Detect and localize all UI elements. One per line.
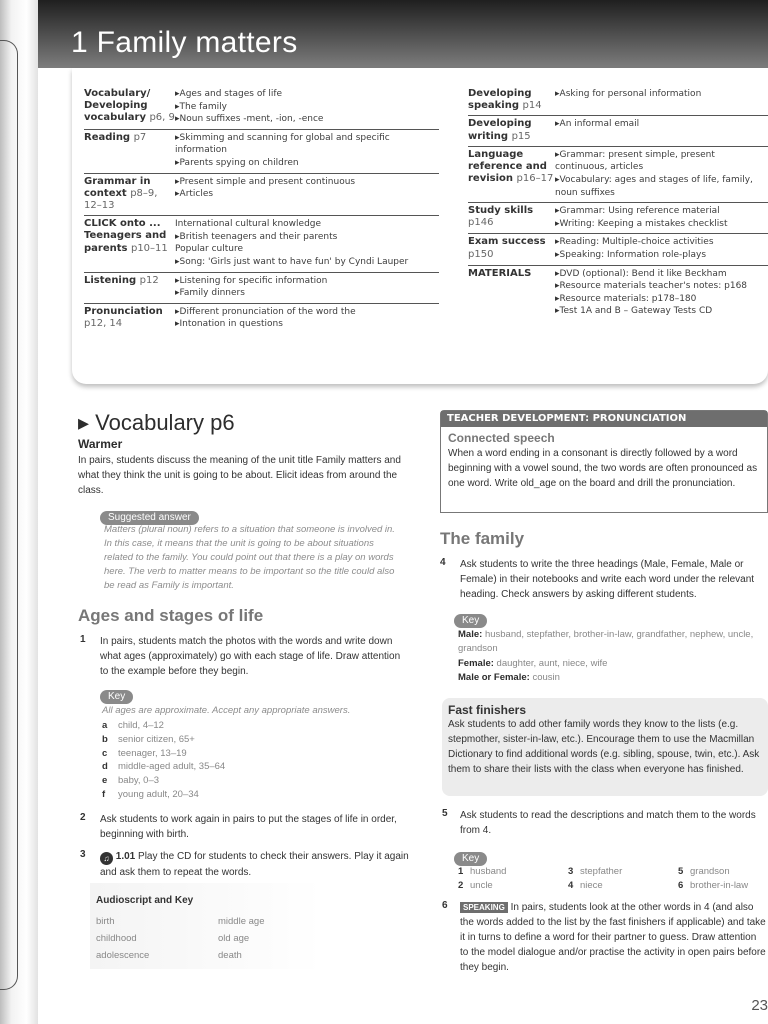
cd-icon: ♫ — [100, 852, 113, 865]
overview-label-text: Vocabulary/ Developing vocabulary — [84, 88, 151, 124]
overview-item: ▸ British teenagers and their parents — [175, 231, 439, 244]
overview-row-label — [84, 88, 175, 126]
overview-label-text: Listening — [84, 274, 137, 286]
page-number: 23 — [751, 997, 768, 1014]
teacher-development-header: TEACHER DEVELOPMENT: PRONUNCIATION — [441, 411, 767, 427]
overview-row-label — [84, 132, 175, 170]
overview-label-page: p6, 9 — [149, 112, 175, 124]
overview-row — [468, 86, 768, 116]
overview-item: ▸ Ages and stages of life — [175, 88, 439, 101]
key-item — [102, 774, 352, 788]
overview-label-page: p16–17 — [516, 173, 554, 185]
key-item — [102, 747, 352, 761]
fast-finishers-text: Ask students to add other family words they know to the lists (e.g. stepmother, sister-in-law, etc.). Encourage them to use the Macmillan Dictionary to find additional words (e.g. sibling, spouse, twin, etc.). Ask them to share their lists with the class when everyone has finished. — [448, 719, 760, 775]
overview-label-text: MATERIALS — [468, 267, 532, 279]
overview-item: ▸ DVD (optional): Bend it like Beckham — [555, 268, 768, 281]
connected-speech-text: When a word ending in a consonant is directly followed by a word beginning with a vowel sound, the two words are often pronounced as one word. Write old_age on the board and drill the pronunciation. — [448, 448, 758, 489]
overview-row-label — [84, 218, 175, 268]
overview-item: ▸ Resource materials teacher's notes: p168 — [555, 280, 768, 293]
fast-finishers-title: Fast finishers — [448, 703, 527, 717]
overview-item: International cultural knowledge — [175, 219, 322, 230]
overview-row-label — [468, 118, 555, 142]
overview-label-page: p8–9, 12–13 — [84, 187, 158, 211]
overview-label-page: p12 — [139, 274, 159, 286]
exercise-3-text: ♫ 1.01 Play the CD for students to check their answers. Play it again and ask them to repeat the words. — [100, 851, 409, 878]
key-item-value: young adult, 20–34 — [118, 788, 199, 800]
overview-label-text: Exam success — [468, 236, 546, 248]
warmer-text: In pairs, students discuss the meaning of the unit title Family matters and what they think the unit is going to be about. Elicit ideas from around the class. — [78, 455, 401, 496]
overview-item: ▸ Grammar: Using reference material — [555, 205, 768, 218]
overview-item: ▸ Vocabulary: ages and stages of life, family, noun suffixes — [555, 174, 768, 199]
exercise-2-number: 2 — [80, 812, 86, 823]
overview-row-items — [175, 176, 439, 213]
audioscript-word: childhood — [96, 933, 137, 945]
answer-number: 6 — [678, 879, 684, 891]
answer-item — [458, 865, 568, 879]
overview-item: ▸ Test 1A and B – Gateway Tests CD — [555, 305, 768, 318]
overview-label-page: p15 — [511, 130, 531, 142]
fast-finishers-box — [442, 698, 768, 796]
overview-item: ▸ Song: 'Girls just want to have fun' by Cyndi Lauper — [175, 256, 439, 269]
ages-key-list — [102, 719, 352, 802]
warmer-title: Warmer — [78, 437, 123, 451]
overview-item: ▸ Noun suffixes -ment, -ion, -ence — [175, 113, 439, 126]
the-family-heading: The family — [440, 529, 525, 548]
overview-row-label — [468, 268, 555, 318]
overview-item: ▸ Writing: Keeping a mistakes checklist — [555, 218, 768, 231]
key-item-value: baby, 0–3 — [118, 775, 160, 787]
key-item-letter: d — [102, 761, 108, 773]
overview-row — [84, 304, 439, 334]
answer-item — [568, 879, 678, 893]
overview-row-items — [555, 205, 768, 230]
page-curl — [0, 40, 18, 990]
answer-word: grandson — [690, 866, 730, 877]
audioscript-word: middle age — [218, 916, 265, 927]
overview-label-page: p146 — [468, 217, 494, 229]
overview-item: ▸ Intonation in questions — [175, 318, 439, 331]
overview-row — [84, 273, 439, 304]
suggested-answer-badge: Suggested answer — [100, 507, 199, 525]
overview-right-column — [468, 86, 768, 321]
overview-row-items — [175, 218, 439, 268]
overview-row-label — [468, 88, 555, 112]
overview-item: ▸ Listening for specific information — [175, 275, 439, 288]
overview-row-label — [468, 236, 555, 261]
key-item-letter: b — [102, 733, 108, 745]
overview-label-text: Language reference and revision — [468, 148, 547, 185]
overview-item: ▸ Speaking: Information role-plays — [555, 249, 768, 262]
exercise-5-number: 5 — [442, 808, 448, 819]
overview-label-text: Reading — [84, 131, 131, 143]
overview-row-label — [84, 176, 175, 213]
unit-overview-table — [72, 68, 768, 384]
key-badge-family: Key — [454, 610, 487, 628]
key-item-letter: f — [102, 788, 106, 800]
overview-row — [84, 86, 439, 130]
overview-row-items — [555, 88, 768, 112]
key-badge: Key — [100, 686, 133, 704]
unit-header-bar — [38, 0, 768, 68]
overview-row-label — [84, 306, 175, 331]
key-item-value: child, 4–12 — [118, 720, 164, 731]
overview-item: ▸ Different pronunciation of the word the — [175, 306, 439, 319]
overview-label-page: p12, 14 — [84, 317, 123, 329]
overview-row-items — [175, 306, 439, 331]
overview-item: ▸ Resource materials: p178–180 — [555, 293, 768, 306]
overview-row-label — [468, 149, 555, 199]
audioscript-word: adolescence — [96, 950, 150, 962]
overview-row — [468, 116, 768, 146]
overview-label-page: p10–11 — [130, 242, 168, 254]
overview-row-items — [555, 236, 768, 261]
overview-row-items — [175, 88, 439, 126]
overview-item: ▸ Skimming and scanning for global and specific information — [175, 132, 439, 157]
audioscript-word: birth — [96, 916, 115, 927]
overview-item: ▸ Present simple and present continuous — [175, 176, 439, 189]
book-page — [38, 0, 768, 1024]
key-item-letter: c — [102, 747, 108, 759]
audioscript-word: death — [218, 950, 242, 962]
answer-word: niece — [580, 879, 603, 891]
overview-item: ▸ The family — [175, 101, 439, 114]
overview-row — [468, 234, 768, 265]
answer-number: 1 — [458, 866, 464, 877]
exercise-4-number: 4 — [440, 557, 446, 568]
answer-word: husband — [470, 866, 507, 877]
key-item — [102, 719, 352, 733]
overview-row-items — [555, 268, 768, 318]
overview-item: ▸ Parents spying on children — [175, 157, 439, 170]
overview-label-page: p14 — [522, 100, 542, 112]
key-item-value: senior citizen, 65+ — [118, 733, 195, 745]
book-binding — [0, 0, 38, 1024]
overview-item: ▸ An informal email — [555, 118, 768, 131]
overview-row — [84, 130, 439, 174]
key-item-letter: a — [102, 720, 108, 731]
overview-row-items — [175, 275, 439, 300]
overview-row-items — [175, 132, 439, 170]
key-item-value: teenager, 13–19 — [118, 747, 187, 759]
answer-word: brother-in-law — [690, 879, 749, 891]
answer-item — [458, 879, 568, 893]
answer-item — [568, 865, 678, 879]
overview-item: ▸ Reading: Multiple-choice activities — [555, 236, 768, 249]
answers-grid — [458, 865, 768, 893]
overview-row-items — [555, 118, 768, 142]
audioscript-title: Audioscript and Key — [96, 895, 194, 906]
answer-number: 5 — [678, 866, 684, 877]
key-item — [102, 760, 352, 774]
ages-stages-heading: Ages and stages of life — [78, 606, 264, 625]
audioscript-column-1 — [96, 913, 149, 964]
vocabulary-heading: ▸ Vocabulary p6 — [78, 410, 235, 435]
overview-item: ▸ Asking for personal information — [555, 88, 768, 101]
exercise-5-text: Ask students to read the descriptions and match them to the words from 4. — [460, 810, 756, 836]
overview-label-page: p150 — [468, 248, 494, 260]
exercise-3-number: 3 — [80, 849, 86, 860]
answer-number: 3 — [568, 866, 574, 877]
overview-row — [468, 266, 768, 321]
exercise-4-text: Ask students to write the three headings (Male, Female, Male or Female) in their notebooks and write each word under the relevant heading. Check answers by asking different students. — [460, 559, 755, 600]
suggested-answer-text: Matters (plural noun) refers to a situation that someone is involved in. In this case, it means that the unit is going to be about situations related to the family. You could point out that there is a play on words here. The verb to matter means to be important so the title could also be read as Family is important. — [104, 524, 395, 591]
overview-row-label — [468, 205, 555, 230]
overview-label-text: Developing writing — [468, 118, 532, 142]
overview-item: ▸ Family dinners — [175, 287, 439, 300]
overview-row — [468, 147, 768, 203]
overview-row-label — [84, 275, 175, 300]
overview-item: ▸ Grammar: present simple, present continuous, articles — [555, 149, 768, 174]
answer-number: 2 — [458, 879, 464, 891]
answer-number: 4 — [568, 879, 574, 891]
overview-label-page: p7 — [133, 131, 147, 143]
unit-title: 1 Family matters — [71, 26, 298, 59]
overview-row — [84, 174, 439, 217]
answer-item — [678, 865, 768, 879]
exercise-6-text: SPEAKING In pairs, students look at the other words in 4 (and also the words added to the list by the fast finishers if applicable) and take it in turns to define a word for their partner to guess. Draw attention to the model dialogue and/or practise the activity in open pairs before they begin. — [460, 902, 766, 973]
overview-row — [84, 216, 439, 272]
audioscript-box — [90, 883, 322, 969]
speaking-tag: SPEAKING — [460, 902, 508, 913]
key-item — [102, 788, 352, 802]
overview-row — [468, 203, 768, 234]
exercise-1-text: In pairs, students match the photos with the words and write down what ages (approximately) go with each stage of life. Draw attention to the example before they begin. — [100, 636, 401, 677]
overview-row-items — [555, 149, 768, 199]
audioscript-column-2 — [218, 913, 264, 964]
overview-label-text: Study skills — [468, 205, 534, 217]
overview-label-text: Pronunciation — [84, 305, 163, 317]
key-badge-answers: Key — [454, 848, 487, 866]
audioscript-word: old age — [218, 933, 250, 945]
exercise-2-text: Ask students to work again in pairs to put the stages of life in order, beginning with birth. — [100, 814, 397, 840]
exercise-1-number: 1 — [80, 634, 86, 645]
teacher-development-box — [440, 410, 768, 513]
overview-label-text: Developing speaking — [468, 88, 532, 112]
key-item — [102, 733, 352, 747]
key-item-value: middle-aged adult, 35–64 — [118, 761, 226, 773]
overview-item: Popular culture — [175, 244, 244, 255]
overview-left-column — [84, 86, 439, 334]
overview-item: ▸ Articles — [175, 188, 439, 201]
key-item-letter: e — [102, 775, 108, 787]
connected-speech-title: Connected speech — [448, 431, 555, 445]
family-key: Male: husband, stepfather, brother-in-law, grandfather, nephew, uncle, grandson Female: daughter, aunt, niece, wife Male or Female: cousin — [458, 629, 754, 683]
overview-label-text: CLICK onto ... Teenagers and parents — [84, 218, 167, 254]
answer-word: stepfather — [580, 866, 623, 877]
overview-label-text: Grammar in context — [84, 175, 151, 199]
key-note: All ages are approximate. Accept any appropriate answers. — [102, 705, 351, 716]
exercise-6-number: 6 — [442, 900, 448, 911]
answer-item — [678, 879, 768, 893]
answer-word: uncle — [470, 879, 493, 891]
